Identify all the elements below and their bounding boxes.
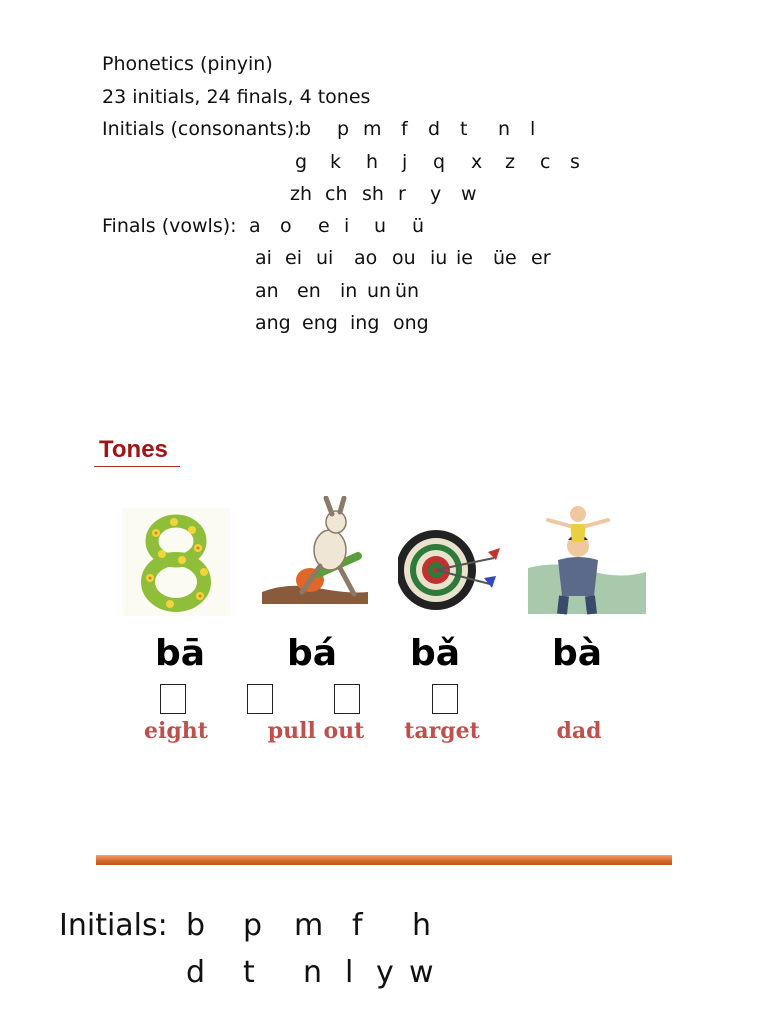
bottom-initials-label: Initials: (59, 908, 168, 943)
initial-letter: l (345, 955, 354, 990)
tone-meaning: eight (144, 718, 208, 744)
final-sound: ing (350, 312, 380, 334)
initial-letter: w (409, 955, 434, 990)
tone-syllable: bà (551, 633, 603, 674)
final-sound: üe (493, 247, 517, 269)
finals-row-1 (0, 214, 768, 238)
initials-row-2 (0, 150, 768, 174)
initial-letter: t (243, 955, 255, 990)
finals-row-2 (0, 246, 768, 270)
final-sound: ai (255, 247, 272, 269)
final-sound: eng (302, 312, 338, 334)
initial-letter: m (363, 118, 382, 140)
initial-letter: y (376, 955, 394, 990)
final-sound: ui (316, 247, 334, 269)
final-sound: iu (430, 247, 448, 269)
final-sound: un (367, 280, 392, 302)
tone-meaning: pull out (267, 718, 365, 744)
initial-letter: r (398, 183, 406, 205)
final-sound: in (340, 280, 358, 302)
missing-glyph-box (160, 684, 186, 714)
final-sound: u (374, 215, 387, 237)
finals-row-3 (0, 279, 768, 303)
final-sound: ei (285, 247, 302, 269)
initial-letter: t (460, 118, 468, 140)
final-sound: an (255, 280, 279, 302)
tones-heading: Tones (99, 436, 168, 463)
final-sound: ou (392, 247, 416, 269)
final-sound: ao (354, 247, 378, 269)
tone-syllable: bǎ (409, 633, 461, 674)
initial-letter: m (294, 908, 324, 943)
initial-letter: z (505, 151, 515, 173)
initials-label: Initials (consonants): (102, 118, 301, 140)
tone-syllable: bá (286, 633, 338, 674)
initial-letter: f (401, 118, 408, 140)
initial-letter: k (330, 151, 342, 173)
initial-letter: y (430, 183, 442, 205)
initial-letter: n (498, 118, 511, 140)
initial-letter: p (337, 118, 350, 140)
initial-letter: f (352, 908, 363, 943)
final-sound: a (249, 215, 261, 237)
initials-row-3 (0, 182, 768, 206)
initial-letter: ch (325, 183, 348, 205)
initial-letter: d (428, 118, 441, 140)
initial-letter: s (570, 151, 580, 173)
initial-letter: h (366, 151, 379, 173)
final-sound: en (297, 280, 321, 302)
final-sound: o (280, 215, 292, 237)
tone-meaning: target (404, 718, 480, 744)
dartboard-image (398, 526, 502, 614)
eight-flowers-image (122, 508, 230, 616)
final-sound: e (318, 215, 330, 237)
final-sound: ie (456, 247, 473, 269)
initial-letter: q (433, 151, 446, 173)
initial-letter: l (530, 118, 536, 140)
initial-letter: n (303, 955, 323, 990)
finals-row-4 (0, 311, 768, 335)
final-sound: er (531, 247, 551, 269)
tones-heading-underline (94, 466, 180, 467)
father-child-image (528, 500, 646, 618)
tone-syllable: bā (154, 633, 206, 674)
final-sound: ün (395, 280, 420, 302)
final-sound: ang (255, 312, 291, 334)
final-sound: ü (412, 215, 425, 237)
finals-label: Finals (vowls): (102, 215, 237, 237)
missing-glyph-box (432, 684, 458, 714)
tone-meaning: dad (556, 718, 602, 744)
missing-glyph-box (247, 684, 273, 714)
initial-letter: p (243, 908, 263, 943)
initial-letter: j (402, 151, 408, 173)
final-sound: ong (393, 312, 429, 334)
phonetics-summary: 23 initials, 24 finals, 4 tones (102, 86, 371, 108)
initials-row-1 (0, 117, 768, 141)
initial-letter: zh (290, 183, 313, 205)
initial-letter: d (186, 955, 206, 990)
initial-letter: h (412, 908, 432, 943)
initial-letter: b (299, 118, 312, 140)
initial-letter: g (295, 151, 308, 173)
initial-letter: sh (362, 183, 384, 205)
initial-letter: c (540, 151, 551, 173)
rabbit-carrot-image (258, 496, 370, 608)
initial-letter: x (471, 151, 483, 173)
section-divider (96, 855, 672, 865)
initial-letter: b (186, 908, 206, 943)
missing-glyph-box (334, 684, 360, 714)
initial-letter: w (461, 183, 477, 205)
final-sound: i (344, 215, 350, 237)
phonetics-title: Phonetics (pinyin) (102, 53, 273, 75)
